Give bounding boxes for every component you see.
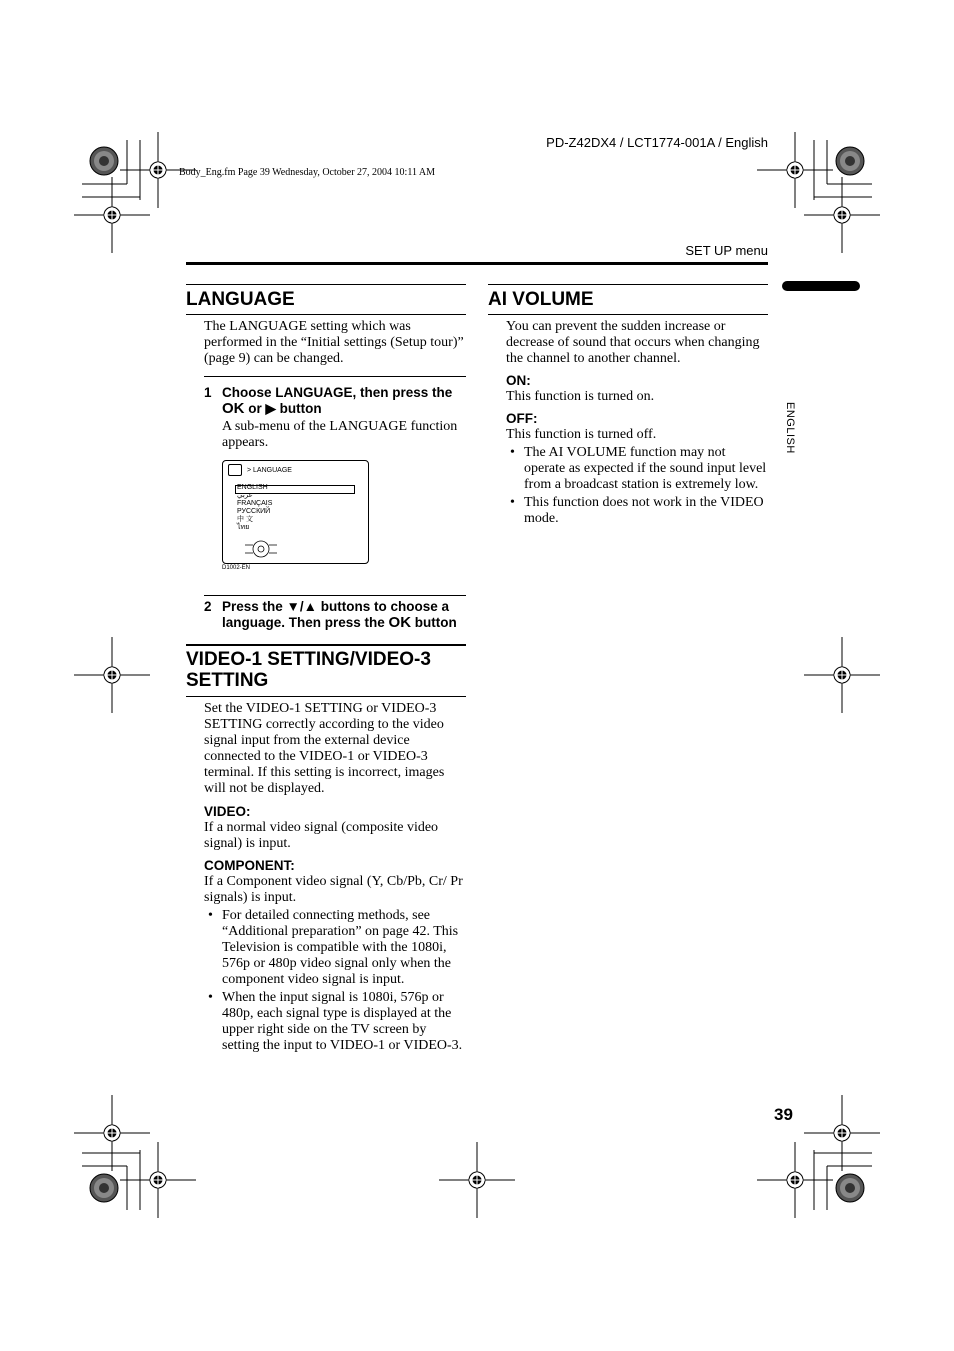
video-heading-block bbox=[186, 644, 466, 697]
menu-option-thai: ไทย bbox=[237, 524, 250, 531]
language-heading-block bbox=[186, 284, 466, 315]
menu-screen bbox=[222, 460, 369, 564]
side-tab-bar bbox=[782, 281, 860, 291]
video-text: If a normal video signal (composite video signal) is input. bbox=[204, 820, 439, 851]
on-text: This function is turned on. bbox=[506, 389, 655, 404]
section-header: SET UP menu bbox=[685, 243, 768, 258]
language-intro: The LANGUAGE setting which was performed in the “Initial settings (Setup tour)” (page 9) can be changed. bbox=[204, 319, 464, 366]
language-step2 bbox=[204, 595, 466, 631]
side-tab-label: ENGLISH bbox=[784, 402, 796, 454]
step1-text: Choose LANGUAGE, then press the OK or ▶ button bbox=[222, 385, 453, 417]
on-label: ON: bbox=[506, 373, 531, 388]
model-line: PD-Z42DX4 / LCT1774-001A / English bbox=[546, 135, 768, 150]
ai-volume-note-2: • This function does not work in the VIDEO mode. bbox=[506, 495, 768, 527]
menu-option-arabic: عربي bbox=[237, 492, 253, 499]
ai-volume-intro: You can prevent the sudden increase or decrease of sound that occurs when changing the channel to another channel. bbox=[506, 319, 760, 366]
language-title: LANGUAGE bbox=[186, 289, 295, 310]
language-step1 bbox=[204, 376, 466, 451]
ai-volume-title: AI VOLUME bbox=[488, 289, 594, 310]
video-notes bbox=[204, 908, 466, 1054]
component-text: If a Component video signal (Y, Cb/Pb, Cr/ Pr signals) is input. bbox=[204, 874, 463, 905]
language-menu-illustration bbox=[222, 460, 466, 595]
step2-text: Press the ▼/▲ buttons to choose a language. Then press the OK button bbox=[222, 599, 457, 631]
ai-volume-heading-block bbox=[488, 284, 768, 315]
step1-number: 1 bbox=[204, 385, 212, 400]
ai-volume-notes bbox=[506, 445, 768, 527]
component-label: COMPONENT: bbox=[204, 858, 295, 873]
video-label: VIDEO: bbox=[204, 804, 251, 819]
menu-screen-code: D1002-EN bbox=[222, 565, 251, 571]
remote-nav-icon bbox=[243, 539, 279, 559]
page-number: 39 bbox=[774, 1105, 793, 1124]
menu-option-russian: РУССКИЙ bbox=[237, 508, 271, 515]
menu-option-chinese: 中 文 bbox=[237, 516, 253, 523]
off-text: This function is turned off. bbox=[506, 427, 657, 442]
menu-option-english: ENGLISH bbox=[237, 484, 268, 491]
header-rule bbox=[186, 262, 768, 265]
step2-number: 2 bbox=[204, 599, 212, 614]
off-label: OFF: bbox=[506, 411, 538, 426]
menu-screen-icon bbox=[228, 464, 242, 476]
left-column bbox=[186, 284, 466, 1056]
video-title: VIDEO-1 SETTING/VIDEO-3 SETTING bbox=[186, 649, 431, 691]
print-info: Body_Eng.fm Page 39 Wednesday, October 27, 2004 10:11 AM bbox=[179, 167, 436, 178]
ai-volume-note-1: • The AI VOLUME function may not operate as expected if the sound input level from a broadcast station is extremely low. bbox=[506, 445, 768, 493]
menu-screen-header: > LANGUAGE bbox=[247, 467, 292, 474]
step1-note: A sub-menu of the LANGUAGE function appears. bbox=[222, 419, 458, 450]
video-note-2: • When the input signal is 1080i, 576p or 480p, each signal type is displayed at the upper right side on the TV screen by setting the input to VIDEO-1 or VIDEO-3. bbox=[204, 990, 466, 1054]
menu-option-french: FRANÇAIS bbox=[237, 500, 273, 507]
right-column bbox=[488, 284, 768, 529]
video-note-1: • For detailed connecting methods, see “Additional preparation” on page 42. This Television is compatible with the 1080i, 576p or 480p video signal only when the component video signal is input. bbox=[204, 908, 466, 988]
video-intro: Set the VIDEO-1 SETTING or VIDEO-3 SETTING correctly according to the video signal input from the external device connected to the VIDEO-1 or VIDEO-3 terminal. If this setting is incorrect, images will not be displayed. bbox=[204, 701, 445, 796]
